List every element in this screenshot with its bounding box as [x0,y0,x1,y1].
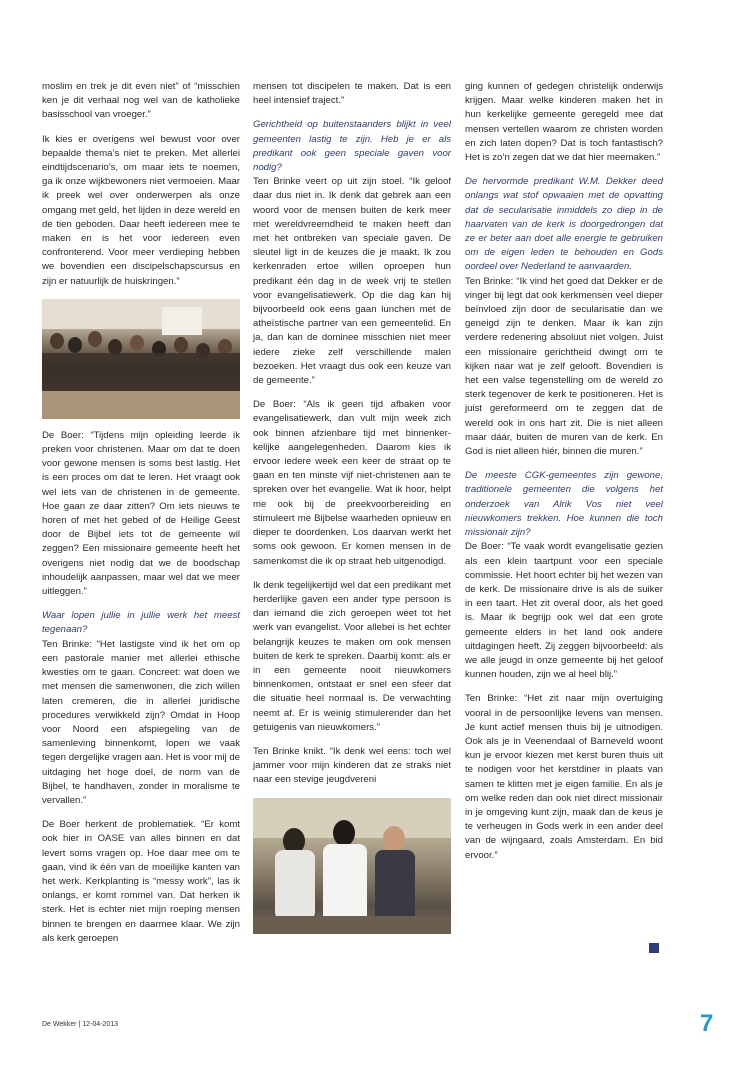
paragraph: De Boer: “Tijdens mijn opleiding leerde ik preken voor christenen. Maar om dat te doen voor gewone mensen is soms best lastig. Het is een proces om dat te leren. Het vraagt ook wel iets van de christenen in de gemeente. Hoe gaan ze daar zitten? Om iets nieuws te horen of met het gebed of de Heilige Geest door de Bijbel iets tot de gemeente wil zeggen? Een missionaire gemeente heeft het overigens niet nodig dat we de boodschap inhoudelijk aanpassen, maar wel dat we meer uitleggen.” [42,429,240,598]
paragraph: mensen tot discipelen te maken. Dat is een heel intensief traject.” [253,81,451,107]
paragraph: ging kunnen of gedegen christelijk onderwijs krijgen. Maar welke kinderen maken het in hun kerkelijke gemeente geregeld mee dat mensen vertellen waarom ze christen worden en zich laten dopen? Dat is toch fantastisch? Het is zo’n zegen dat we dat hier meemaken.” [465,81,663,164]
question-heading: Gerichtheid op buitenstaanders blijkt in veel gemeenten lastig te zijn. Heb je er als predikant ook geen speciale gaven voor nodig? [253,119,451,174]
paragraph: De Boer herkent de problematiek. “Er komt ook hier in OASE van alles binnen en dat levert soms vragen op. Hoe daar mee om te gaan, vind ik één van de moeilijke kanten van het werk. Kerkplanting is “messy work”, las ik onlangs, er komt rommel van. Dat herken ik sterk. Het is echter niet mijn roeping mensen binnen te brengen en daarmee klaar. We zijn als kerk geroepen [42,819,240,944]
column-3 [465,80,663,873]
baptism-photo [253,798,451,934]
paragraph: De Boer: “Te vaak wordt evangelisatie gezien als een klein taartpunt voor een speciale commissie. Het hoort echter bij het wezen van de kerk. De missionaire drive is als de suiker in een taart. Het zit overal door, als het goed is. Maar ik begrijp ook wel dat een grote gemeente elders in het land ook andere uitdagingen heeft. Zij zeggen bijvoorbeeld: als we alle jeugd in onze gemeente bij het geloof kunnen houden, zijn we al heel blij.” [465,541,663,681]
column-1 [42,80,240,956]
paragraph: moslim en trek je dit even niet” of “misschien ken je dit verhaal nog wel van de katholieke basisschool van vroeger.” [42,81,240,121]
paragraph: Ten Brinke: “Ik vind het goed dat Dekker er de vinger bij legt dat ook kerkmensen veel dieper beïnvloed zijn door de secularisatie dan we geneigd zijn te denken. Maar ik kan zijn verdere redenering absoluut niet volgen. Juist een missionaire gerichtheid dwingt om te kijken naar wat je zelf gelooft. Bovendien is het een valse tegenstelling om de wereld zo sterk tegenover de kerk te positioneren. Het is juist gereformeerd om te zeggen dat de wereld ook in ons hart zit. Die is niet alleen maar dáár, buiten de muren van de kerk. En God is niet alleen hiér, binnen die muren.” [465,275,663,458]
paragraph: Ten Brinke knikt. “Ik denk wel eens: toch wel jammer voor mijn kinderen dat ze straks niet naar een stevige jeugdvereni [253,745,451,786]
question-heading: De hervormde predikant W.M. Dekker deed onlangs wat stof opwaaien met de opvatting dat de secularisatie inmiddels zo diep in de haarvaten van de kerk is doorgedrongen dat ze er beter aan doet alle energie te gebruiken om de eigen leden te behouden en Gods oordeel over Nederland te aanvaarden. [465,176,663,273]
paragraph: Ten Brinke: “Het zit naar mijn overtuiging vooral in de persoonlijke levens van mensen. Je kunt actief mensen thuis bij je uitnodigen. Ook als je in Veenendaal of Barneveld woont kun je ervoor kiezen met kerst buren thuis uit te nodigen voor het kerstdiner in plaats van samen te klitten met je eigen familie. En als je om welke reden dan ook niet direct missionair in je omgeving kunt zijn, maak dan de keus je te verheugen in Gods werk in een ander deel van de wijngaard, zoals Amsterdam. En bid ervoor.” [465,693,663,861]
paragraph: Ik kies er overigens wel bewust voor over bepaalde thema’s niet te preken. Met allerlei eindtijdscenario’s, om maar iets te noemen, ga ik onze wijkbewoners niet vermoeien. Maar ik preek wel over onderwerpen als onze omgang met geld, het lijden in deze wereld en de tien geboden. Daar heeft iedereen mee te maken en is het voor iedereen even confronterend. Voor meer verdieping hebben we bovendien een discipelschapscursus en zijn er natuurlijk de huiskringen.” [42,133,240,287]
paragraph: Ten Brinke: “Het lastigste vind ik het om op een pastorale manier met allerlei ethische kwesties om te gaan. Concreet: wat doen we met mensen die samenwonen, die zich willen laten cremeren, die in allerlei juridische procedures verwikkeld zijn? Omdat in Hoop voor Noord een afspiegeling van de samenleving binnenkomt, lopen we vaak tegen dergelijke vragen aan. Het is voor mij de uitdaging het hoge doel, de norm van de Bijbel, te handhaven, zonder in moralisme te vervallen.” [42,638,240,806]
paragraph: Ten Brinke veert op uit zijn stoel. “Ik geloof daar dus niet in. Ik denk dat gebrek aan een woord voor de mensen buiten de kerk meer met wereldvreemdheid te maken heeft dan met het ontbreken van speciale gaven. De sleutel ligt in de keuzes die je maakt. Ik zou kerkenraden ertoe willen oproepen hun predikant één dag in de week vrij te stellen voor evangelisatiewerk. Op die dag kan hij bijvoorbeeld ook eens gaan lunchen met de atheïstische partner van een gemeentelid. En ja, dan kan de dominee misschien niet meer iedere zieke zelf verschillende malen bezoeken. Het vraagt dus ook een keuze van de gemeente.” [253,176,451,387]
page-number: 7 [700,1010,714,1037]
column-2 [253,80,451,944]
paragraph: De Boer: “Als ik geen tijd afbaken voor evangelisatiewerk, dan vult mijn week zich ook binnen afzienbare tijd met binnenkerkelijke aangelegenheden. Daarom kies ik ervoor iedere week een keer de straat op te gaan en ten minste vijf niet-christenen aan te spreken over het evangelie. Wat ik hoor, helpt me ook bij de preekvoorbereiding en stimuleert me Bijbelse waarheden opnieuw en dieper te doordenken. Los daarvan werkt het soms ook gewoon. Er komen mensen in de samenkomst die ik op straat heb uitgenodigd. [253,399,451,567]
paragraph: Ik denk tegelijkertijd wel dat een predikant met herderlijke gaven een ander type persoon is dan iemand die zich geroepen weet tot het werk van evangelist. Voor allebei is het echter belangrijk keuzes te maken om ook mensen buiten de kerk te spreken. Daarbij komt: als er in een gemeente nooit nieuwkomers binnenkomen, ontstaat er snel een sfeer dat die situatie heel normaal is. De verwachting neemt af. Er is weinig stimulerender dan het getuigenis van nieuwkomers.” [253,579,451,733]
article-end-mark [649,943,659,953]
question-heading: Waar lopen jullie in jullie werk het meest tegenaan? [42,610,240,636]
congregation-photo [42,299,240,419]
footer-publication: De Wekker | 12-04-2013 [42,1021,119,1028]
question-heading: De meeste CGK-gemeentes zijn gewone, traditionele gemeenten die volgens het onderzoek van Alrik Vos niet veel nieuwkomers trekken. Hoe kunnen die toch missionair zijn? [465,470,663,539]
